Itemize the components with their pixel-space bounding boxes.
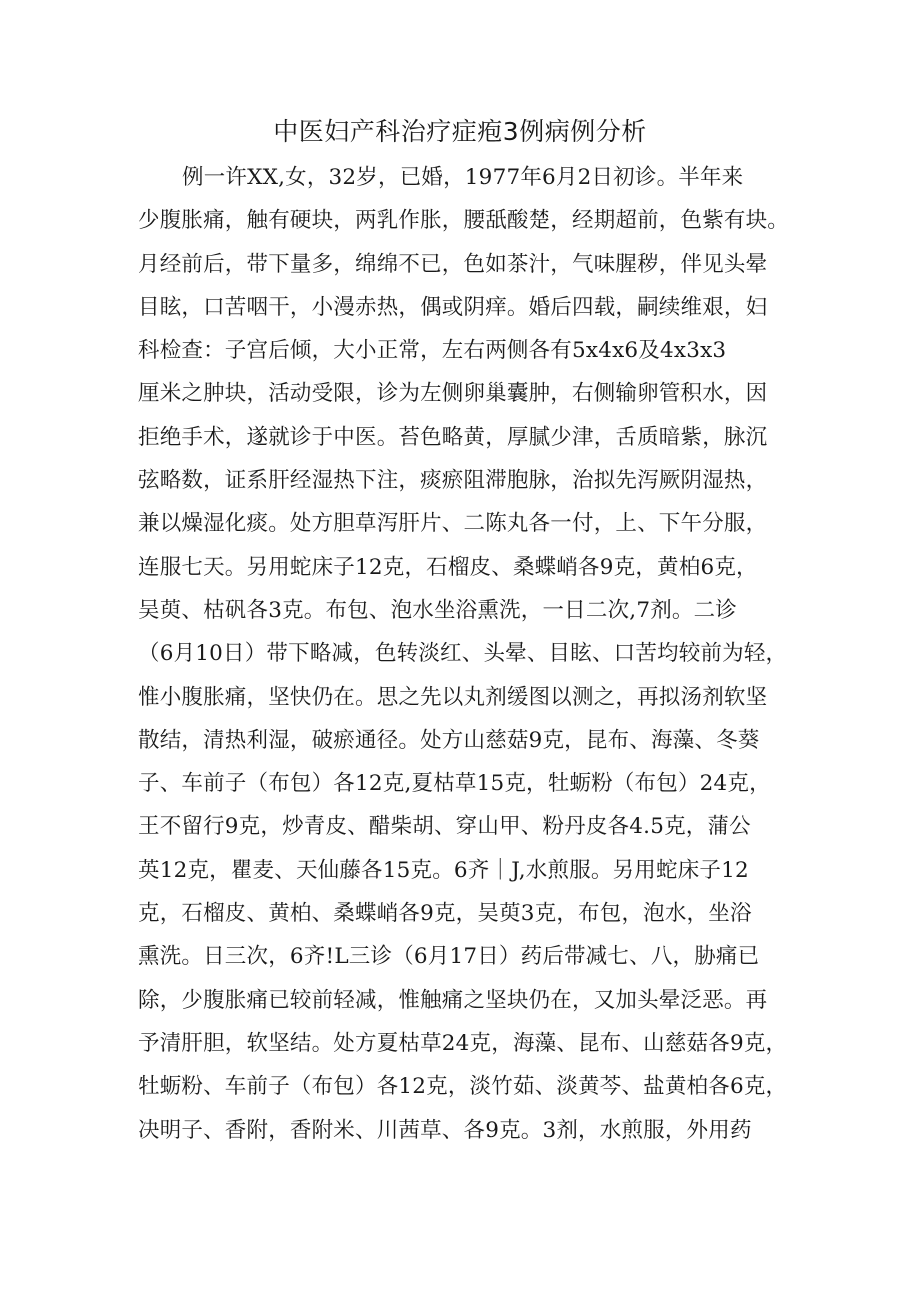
paragraph-line: 王不留行9克，炒青皮、醋柴胡、穿山甲、粉丹皮各4.5克，蒲公 [138, 814, 751, 840]
paragraph-line: 月经前后，带下量多，绵绵不已，色如茶汁，气味腥秽，伴见头晕 [138, 251, 768, 277]
paragraph-line: 散结，清热利湿，破瘀通径。处方山慈菇9克，昆布、海藻、冬葵 [138, 727, 760, 753]
paragraph-line: 少腹胀痛，触有硬块，两乳作胀，腰舐酸楚，经期超前，色紫有块。 [138, 208, 790, 234]
paragraph-line: 予清肝胆，软坚结。处方夏枯草24克，海藻、昆布、山慈菇各9克， [138, 1030, 788, 1056]
paragraph-line: 牡蛎粉、车前子（布包）各12克，淡竹茹、淡黄芩、盐黄柏各6克， [138, 1074, 788, 1100]
paragraph-line: 决明子、香附，香附米、川茜草、各9克。3剂，水煎服，外用药 [138, 1117, 752, 1143]
paragraph-line: 熏洗。日三次，6齐!L三诊（6月17日）药后带减七、八，胁痛已 [138, 944, 760, 970]
paragraph-line: （6月10日）带下略减，色转淡红、头晕、目眩、口苦均较前为轻， [138, 641, 788, 667]
paragraph-line: 子、车前子（布包）各12克,夏枯草15克，牡蛎粉（布包）24克， [138, 771, 771, 797]
paragraph-line: 除，少腹胀痛已较前轻减，惟触痛之坚块仍在，又加头晕泛恶。再 [138, 987, 768, 1013]
paragraph-line: 吴萸、枯矾各3克。布包、泡水坐浴熏洗，一日二次,7剂。二诊 [138, 597, 737, 623]
paragraph-line: 科检查：子宫后倾，大小正常，左右两侧各有5x4x6及4x3x3 [138, 338, 727, 364]
paragraph-line: 连服七天。另用蛇床子12克，石榴皮、桑蝶峭各9克，黄柏6克， [138, 554, 758, 580]
paragraph-line: 惟小腹胀痛，坚快仍在。思之先以丸剂缓图以测之，再拟汤剂软坚 [138, 684, 768, 710]
paragraph-line: 克，石榴皮、黄柏、桑蝶峭各9克，吴萸3克，布包，泡水，坐浴 [138, 901, 752, 927]
paragraph-line: 拒绝手术，遂就诊于中医。苔色略黄，厚腻少津，舌质暗紫，脉沉 [138, 424, 768, 450]
document-title: 中医妇产科治疗症疱3例病例分析 [273, 117, 647, 146]
document-body [138, 160, 798, 1156]
paragraph-line: 例一许XX,女，32岁，已婚，1977年6月2日初诊。半年来 [182, 165, 744, 190]
paragraph-line: 目眩，口苦咽干，小漫赤热，偶或阴痒。婚后四载，嗣续维艰，妇 [138, 294, 768, 320]
paragraph-line: 弦略数，证系肝经湿热下注，痰瘀阻滞胞脉，治拟先泻厥阴湿热， [138, 468, 768, 494]
paragraph-line: 兼以燥湿化痰。处方胆草泻肝片、二陈丸各一付，上、下午分服， [138, 511, 768, 537]
paragraph-line: 英12克，瞿麦、天仙藤各15克。6齐｜J,水煎服。另用蛇床子12 [138, 857, 749, 883]
paragraph-line: 厘米之肿块，活动受限，诊为左侧卵巢囊肿，右侧输卵管积水，因 [138, 381, 768, 407]
